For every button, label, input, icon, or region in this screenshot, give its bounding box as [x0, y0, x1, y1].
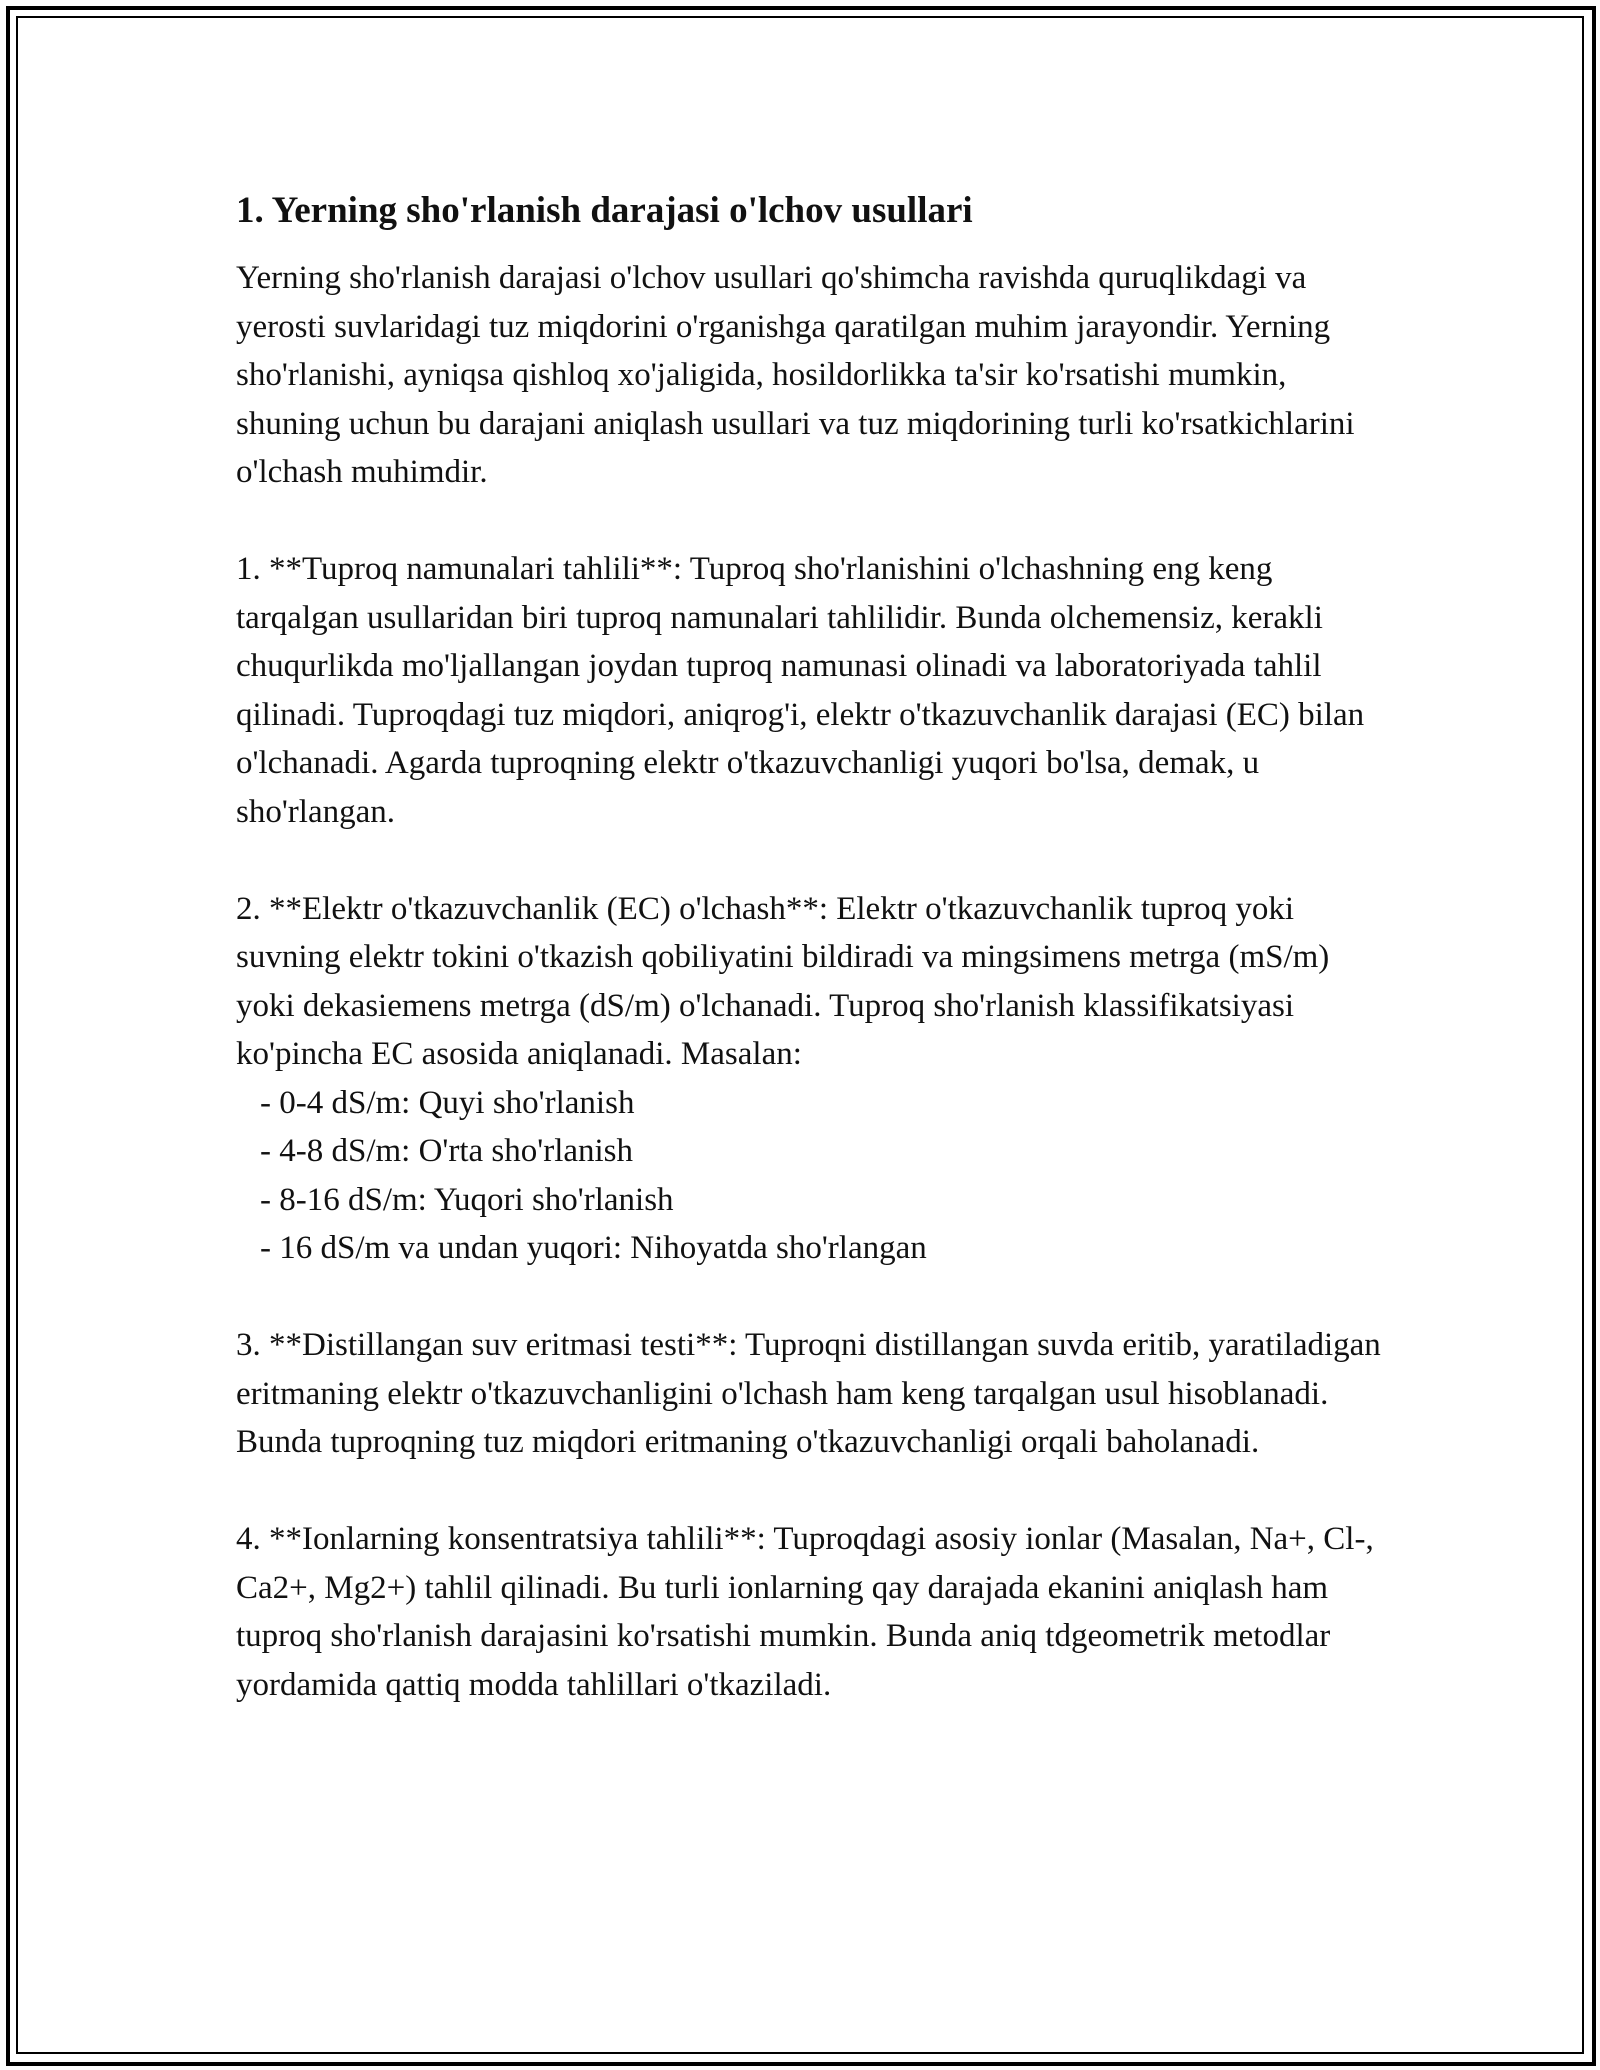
section-4-paragraph: 4. **Ionlarning konsentratsiya tahlili**: Tuproqdagi asosiy ionlar (Masalan, Na+, Cl-, Ca2+, Mg2+) tahlil qilinadi. Bu turli ionlarning qay darajada ekanini aniqlash ham tuproq sho'rlanish darajasini ko'rsatishi mumkin. Bunda aniq tdgeometrik metodlar yordamida qattiq modda tahlillari o'tkaziladi.	[236, 1521, 1374, 1703]
list-item: - 4-8 dS/m: O'rta sho'rlanish	[260, 1133, 634, 1169]
document-body	[236, 186, 1386, 1709]
list-item: - 16 dS/m va undan yuqori: Nihoyatda sho'rlangan	[260, 1230, 927, 1266]
salinity-class-list	[236, 1079, 1386, 1273]
section-2-block	[236, 885, 1386, 1273]
section-2-paragraph: 2. **Elektr o'tkazuvchanlik (EC) o'lchash**: Elektr o'tkazuvchanlik tuproq yoki suvning elektr tokini o'tkazish qobiliyatini bildiradi va mingsimens metrga (mS/m) yoki dekasiemens metrga (dS/m) o'lchanadi. Tuproq sho'rlanish klassifikatsiyasi ko'pincha EC asosida aniqlanadi. Masalan:	[236, 890, 1330, 1072]
list-item: - 0-4 dS/m: Quyi sho'rlanish	[260, 1084, 635, 1121]
list-item: - 8-16 dS/m: Yuqori sho'rlanish	[260, 1181, 674, 1218]
intro-paragraph: Yerning sho'rlanish darajasi o'lchov usullari qo'shimcha ravishda quruqlikdagi va yerosti suvlaridagi tuz miqdorini o'rganishga qaratilgan muhim jarayondir. Yerning sho'rlanishi, ayniqsa qishloq xo'jaligida, hosildorlikka ta'sir ko'rsatishi mumkin, shuning uchun bu darajani aniqlash usullari va tuz miqdorining turli ko'rsatkichlarini o'lchash muhimdir.	[236, 260, 1355, 490]
section-1-paragraph: 1. **Tuproq namunalari tahlili**: Tuproq sho'rlanishini o'lchashning eng keng tarqalgan usullaridan biri tuproq namunalari tahlilidir. Bunda olchemensiz, kerakli chuqurlikda mo'ljallangan joydan tuproq namunasi olinadi va laboratoriyada tahlil qilinadi. Tuproqdagi tuz miqdori, aniqrog'i, elektr o'tkazuvchanlik darajasi (EC) bilan o'lchanadi. Agarda tuproqning elektr o'tkazuvchanligi yuqori bo'lsa, demak, u sho'rlangan.	[236, 551, 1365, 830]
document-title: 1. Yerning sho'rlanish darajasi o'lchov usullari	[236, 190, 973, 231]
section-3-paragraph: 3. **Distillangan suv eritmasi testi**: Tuproqni distillangan suvda eritib, yaratiladigan eritmaning elektr o'tkazuvchanligini o'lchash ham keng tarqalgan usul hisoblanadi. Bunda tuproqning tuz miqdori eritmaning o'tkazuvchanligi orqali baholanadi.	[236, 1327, 1381, 1460]
